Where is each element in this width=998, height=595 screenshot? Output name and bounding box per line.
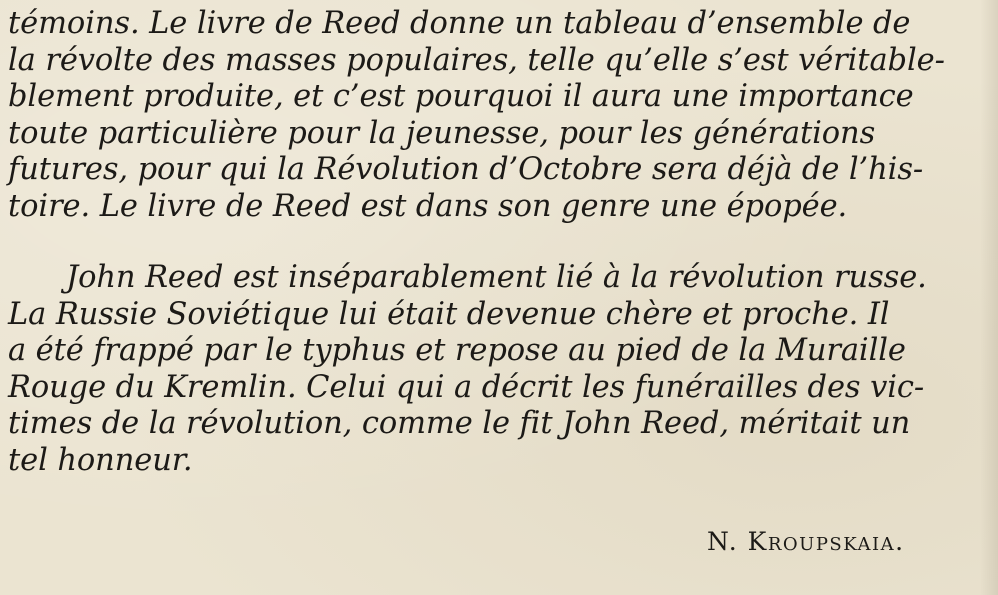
text-line: tel honneur. (8, 442, 193, 478)
text-line: futures, pour qui la Révolution d’Octobre sera déjà de l’his- (8, 152, 924, 187)
text-line: a été frappé par le typhus et repose au pied de la Muraille (8, 333, 906, 368)
body-text (8, 6, 998, 479)
signature: N. Kroupskaia. (707, 527, 905, 556)
page-edge-shadow (980, 0, 998, 595)
text-line: John Reed est inséparablement lié à la révolution russe. (66, 260, 927, 295)
text-line: blement produite, et c’est pourquoi il aura une importance (8, 79, 914, 114)
text-line: toute particulière pour la jeunesse, pour les générations (8, 115, 876, 151)
text-line: toire. Le livre de Reed est dans son genre une épopée. (8, 188, 848, 224)
text-line: times de la révolution, comme le fit John Reed, méritait un (8, 406, 911, 441)
text-line: la révolte des masses populaires, telle qu’elle s’est véritable- (8, 42, 945, 78)
text-line: témoins. Le livre de Reed donne un tableau d’ensemble de (8, 6, 911, 41)
text-line: Rouge du Kremlin. Celui qui a décrit les funérailles des vic- (8, 369, 925, 405)
text-line: La Russie Soviétique lui était devenue chère et proche. Il (8, 296, 890, 332)
paragraph-gap (8, 225, 998, 260)
